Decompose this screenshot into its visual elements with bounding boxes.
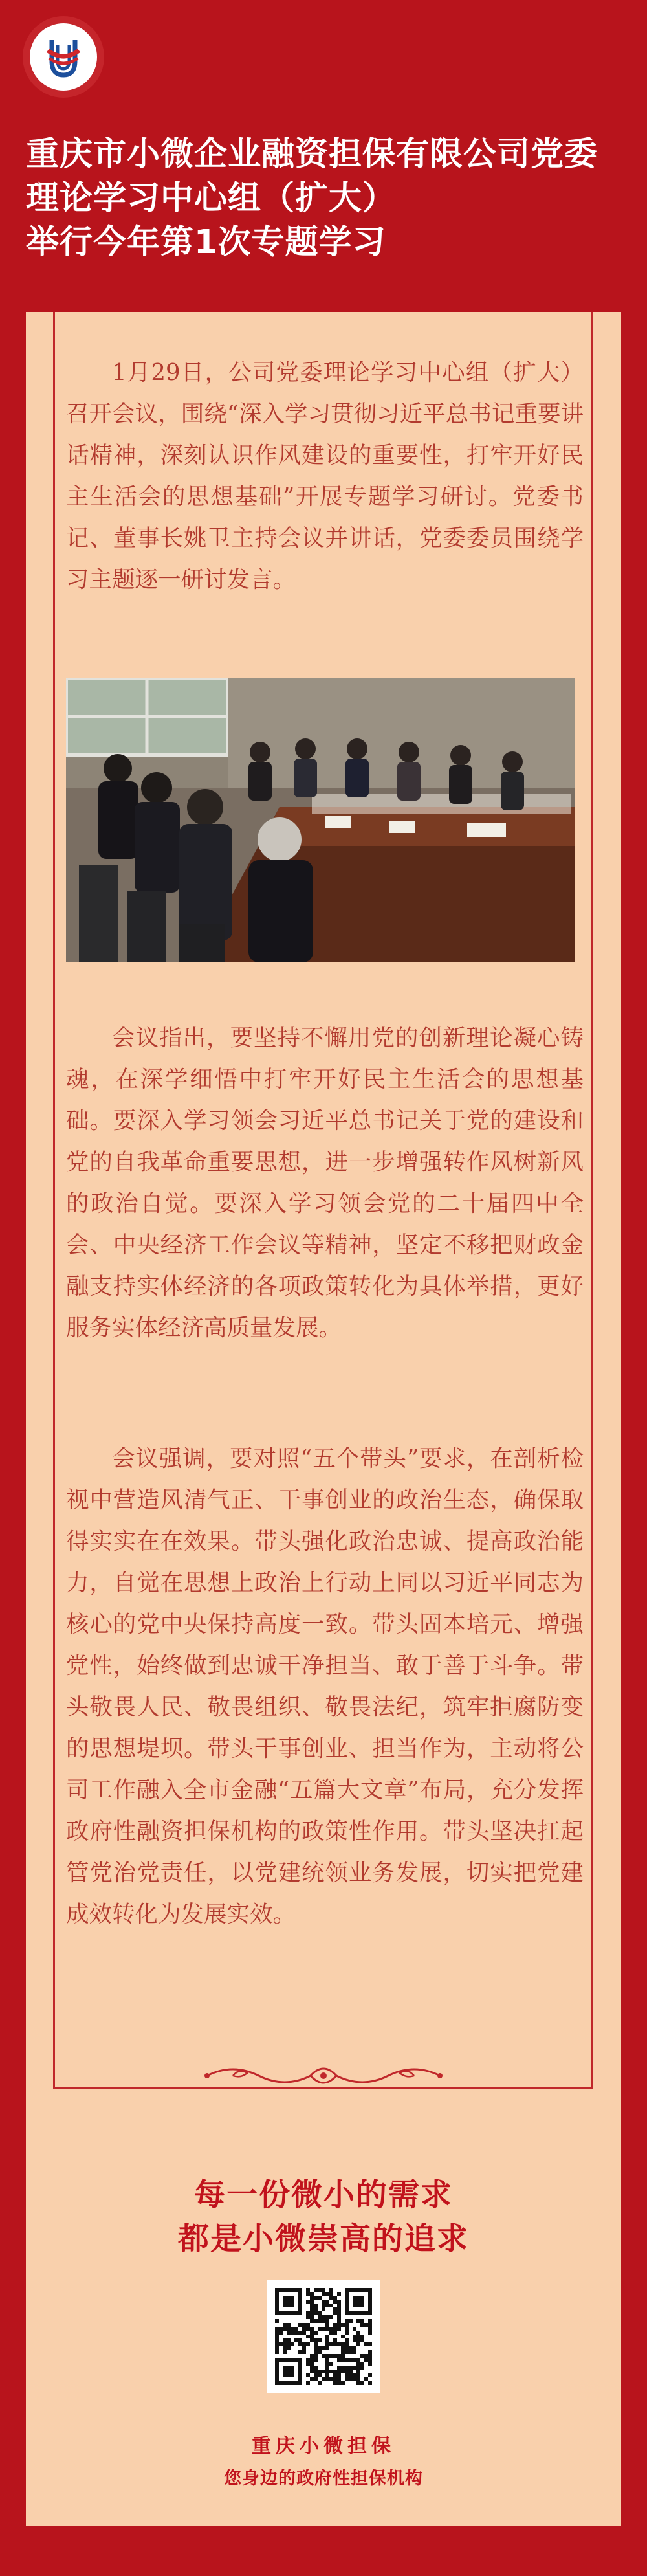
article-paragraph: 1月29日，公司党委理论学习中心组（扩大）召开会议，围绕“深入学习贯彻习近平总书记重要讲话精神，深刻认识作风建设的重要性，打牢开好民主生活会的思想基础”开展专题学习研讨。党委书记、董事长姚卫主持会议并讲话，党委委员围绕学习主题逐一研讨发言。 bbox=[66, 359, 584, 593]
headline-line: 重庆市小微企业融资担保有限公司党委 bbox=[26, 135, 598, 173]
slogan-line: 每一份微小的需求 bbox=[193, 2177, 453, 2213]
headline bbox=[26, 133, 628, 265]
headline-line: 理论学习中心组（扩大） bbox=[26, 179, 397, 217]
meeting-photo bbox=[66, 678, 575, 962]
brand-name: 重庆小微担保 bbox=[252, 2435, 395, 2458]
logo-badge bbox=[23, 16, 104, 98]
company-logo-icon bbox=[30, 23, 97, 91]
qr-code bbox=[267, 2280, 380, 2393]
article-paragraph: 会议指出，要坚持不懈用党的创新理论凝心铸魂，在深学细悟中打牢开好民主生活会的思想基础。要深入学习领会习近平总书记关于党的建设和党的自我革命重要思想，进一步增强转作风树新风的政治自觉。要深入学习领会党的二十届四中全会、中央经济工作会议等精神，坚定不移把财政金融支持实体经济的各项政策转化为具体举措，更好服务实体经济高质量发展。 bbox=[66, 1025, 584, 1341]
slogan-line: 都是小微崇高的追求 bbox=[177, 2221, 469, 2257]
flourish-divider bbox=[194, 2056, 453, 2095]
article-card bbox=[26, 312, 621, 2526]
article-paragraph: 会议强调，要对照“五个带头”要求，在剖析检视中营造风清气正、干事创业的政治生态，确保取得实实在在效果。带头强化政治忠诚、提高政治能力，自觉在思想上政治上行动上同以习近平同志为核心的党中央保持高度一致。带头固本培元、增强党性，始终做到忠诚干净担当、敢于善于斗争。带头敬畏人民、敬畏组织、敬畏法纪，筑牢拒腐防变的思想堤坝。带头干事创业、担当作为，主动将公司工作融入全市金融“五篇大文章”布局，充分发挥政府性融资担保机构的政策性作用。带头坚决扛起管党治党责任，以党建统领业务发展，切实把党建成效转化为发展实效。 bbox=[66, 1445, 584, 1927]
headline-line: 举行今年第1次专题学习 bbox=[26, 223, 386, 261]
brand-tagline: 您身边的政府性担保机构 bbox=[224, 2469, 423, 2489]
